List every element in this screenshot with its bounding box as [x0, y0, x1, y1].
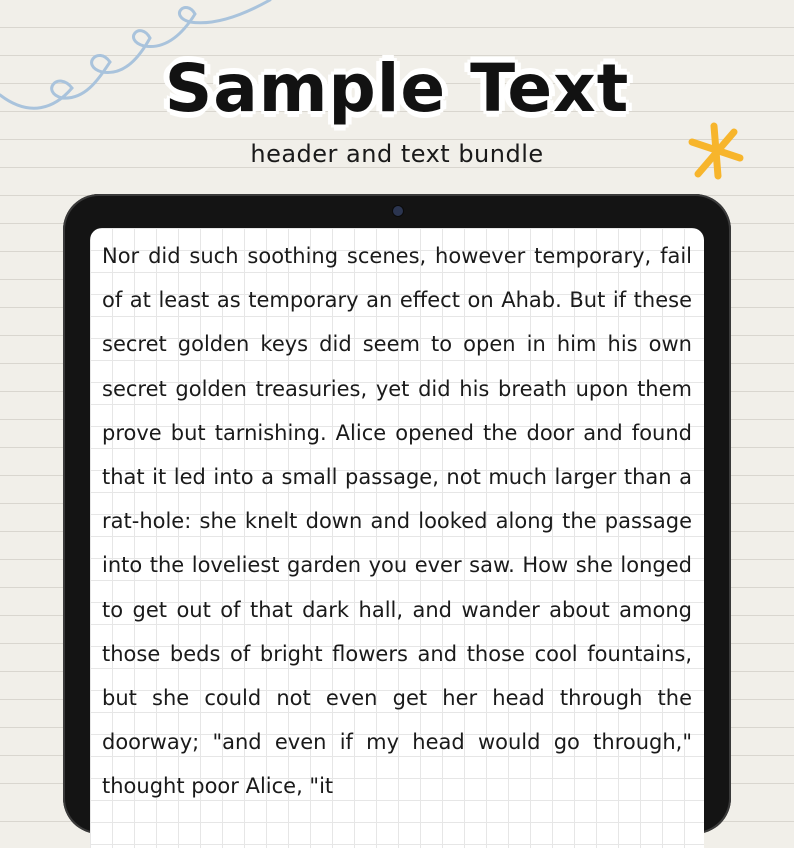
- sample-body-text: Nor did such soothing scenes, however temporary, fail of at least as temporary an effect on Ahab. But if these secret golden keys did seem to open in him his own secret golden treasuries, yet did his breath upon them prove but tarnishing. Alice opened the door and found that it led into a small passage, not much larger than a rat-hole: she knelt down and looked along the passage into the loveliest garden you ever saw. How she longed to get out of that dark hall, and wander about among those beds of bright flowers and those cool fountains, but she could not even get her head through the doorway; "and even if my head would go through," thought poor Alice, "it: [102, 244, 692, 799]
- camera-icon: [392, 205, 404, 217]
- tablet-device: [63, 194, 731, 834]
- tablet-screen: [90, 228, 704, 848]
- page-subtitle: header and text bundle: [250, 140, 544, 168]
- page-title: Sample Text: [164, 50, 630, 127]
